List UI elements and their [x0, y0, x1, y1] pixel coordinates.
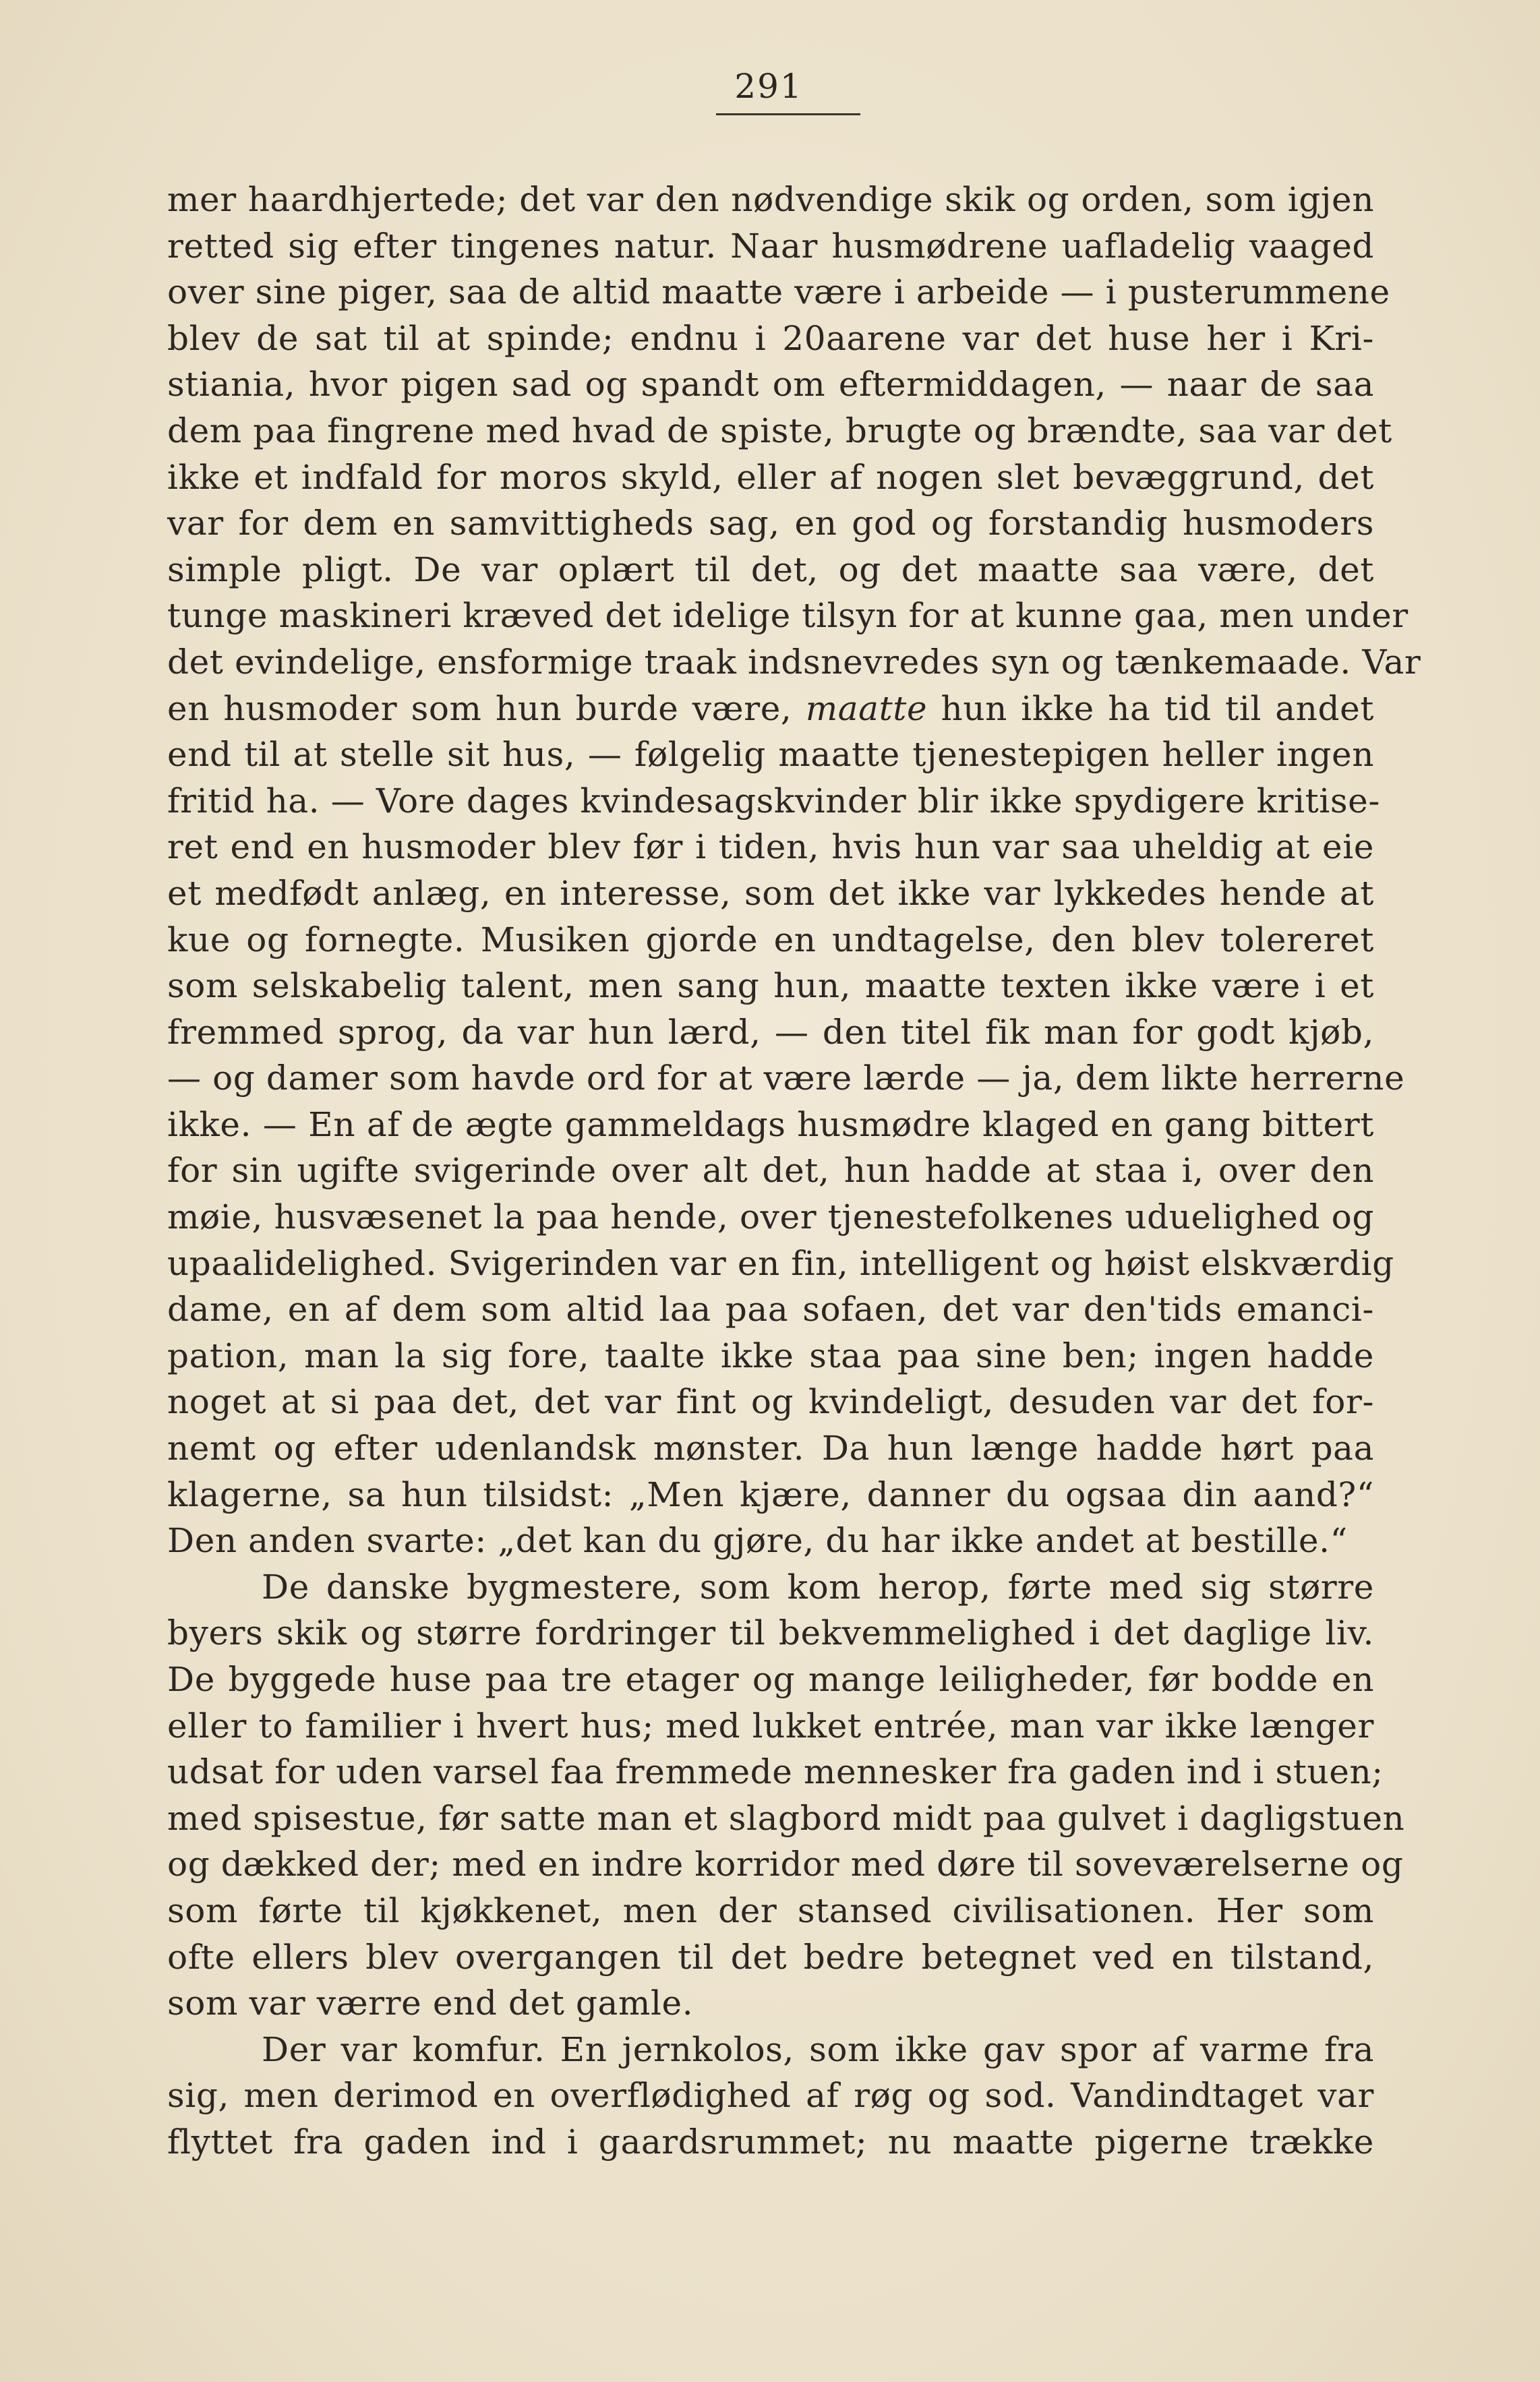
text-line: blev de sat til at spinde; endnu i 20aarene var det huse her i Kri-	[167, 318, 1374, 358]
page-number-rule	[716, 113, 860, 115]
text-line: over sine piger, saa de altid maatte være i arbeide — i pusterummene	[167, 272, 1390, 312]
text-line: var for dem en samvittigheds sag, en god og forstandig husmoders	[167, 504, 1374, 543]
text-line: ikke. — En af de ægte gammeldags husmødre klaged en gang bittert	[167, 1104, 1374, 1144]
paragraph-end-line: Den anden svarte: „det kan du gjøre, du har ikke andet at bestille.“	[167, 1521, 1348, 1561]
body-text	[167, 177, 1421, 2166]
text-segment: hun ikke ha tid til andet	[941, 688, 1374, 728]
page-number: 291	[734, 67, 803, 106]
text-line: flyttet fra gaden ind i gaardsrummet; nu maatte pigerne trække	[167, 2122, 1374, 2162]
text-line: klagerne, sa hun tilsidst: „Men kjære, danner du ogsaa din aand?“	[167, 1475, 1374, 1514]
text-line: som selskabelig talent, men sang hun, maatte texten ikke være i et	[167, 966, 1374, 1006]
text-line: mer haardhjertede; det var den nødvendige skik og orden, som igjen	[167, 180, 1374, 219]
text-line: byers skik og større fordringer til bekvemmelighed i det daglige liv.	[167, 1613, 1374, 1653]
text-line: sig, men derimod en overflødighed af røg og sod. Vandindtaget var	[167, 2076, 1374, 2116]
text-line: upaalidelighed. Svigerinden var en fin, intelligent og høist elskværdig	[167, 1243, 1394, 1283]
text-line-with-italic	[167, 686, 1374, 732]
text-line: noget at si paa det, det var fint og kvindeligt, desuden var det for-	[167, 1382, 1374, 1422]
text-line: møie, husvæsenet la paa hende, over tjenestefolkenes uduelighed og	[167, 1197, 1374, 1237]
text-line: nemt og efter udenlandsk mønster. Da hun længe hadde hørt paa	[167, 1429, 1374, 1468]
text-line: fremmed sprog, da var hun lærd, — den titel fik man for godt kjøb,	[167, 1012, 1374, 1052]
text-line: som førte til kjøkkenet, men der stansed civilisationen. Her som	[167, 1890, 1374, 1930]
text-line: og dækked der; med en indre korridor med døre til soveværelserne og	[167, 1845, 1404, 1884]
text-line: udsat for uden varsel faa fremmede mennesker fra gaden ind i stuen;	[167, 1752, 1384, 1792]
text-line: det evindelige, ensformige traak indsnevredes syn og tænkemaade. Var	[167, 642, 1421, 682]
text-line: dem paa fingrene med hvad de spiste, brugte og brændte, saa var det	[167, 411, 1392, 450]
text-line: ofte ellers blev overgangen til det bedre betegnet ved en tilstand,	[167, 1937, 1374, 1977]
text-line: end til at stelle sit hus, — følgelig maatte tjenestepigen heller ingen	[167, 735, 1374, 775]
text-line: eller to familier i hvert hus; med lukket entrée, man var ikke længer	[167, 1706, 1374, 1746]
text-line: stiania, hvor pigen sad og spandt om eftermiddagen, — naar de saa	[167, 365, 1374, 405]
paragraph-start-line: Der var komfur. En jernkolos, som ikke gav spor af varme fra	[262, 2029, 1374, 2069]
text-line: pation, man la sig fore, taalte ikke staa paa sine ben; ingen hadde	[167, 1336, 1374, 1375]
paragraph-start-line: De danske bygmestere, som kom herop, førte med sig større	[262, 1567, 1374, 1607]
text-line: retted sig efter tingenes natur. Naar husmødrene uafladelig vaaged	[167, 226, 1374, 266]
text-segment: en husmoder som hun burde være,	[167, 688, 792, 728]
text-line: ret end en husmoder blev før i tiden, hvis hun var saa uheldig at eie	[167, 827, 1374, 867]
text-line: fritid ha. — Vore dages kvindesagskvinder blir ikke spydigere kritise-	[167, 781, 1380, 821]
text-line: kue og fornegte. Musiken gjorde en undtagelse, den blev tolereret	[167, 920, 1374, 959]
text-line: et medfødt anlæg, en interesse, som det ikke var lykkedes hende at	[167, 873, 1374, 913]
paragraph-end-line: som var værre end det gamle.	[167, 1984, 694, 2023]
text-line: tunge maskineri kræved det idelige tilsyn for at kunne gaa, men under	[167, 596, 1409, 636]
text-line: — og damer som havde ord for at være lærde — ja, dem likte herrerne	[167, 1059, 1405, 1098]
text-line: De byggede huse paa tre etager og mange leiligheder, før bodde en	[167, 1660, 1374, 1699]
text-line: simple pligt. De var oplært til det, og det maatte saa være, det	[167, 549, 1374, 589]
italic-emphasis: maatte	[805, 688, 928, 728]
text-line: dame, en af dem som altid laa paa sofaen, det var den'tids emanci-	[167, 1290, 1374, 1330]
text-line: for sin ugifte svigerinde over alt det, hun hadde at staa i, over den	[167, 1151, 1374, 1191]
text-line: med spisestue, før satte man et slagbord midt paa gulvet i dagligstuen	[167, 1798, 1405, 1838]
text-line: ikke et indfald for moros skyld, eller af nogen slet bevæggrund, det	[167, 457, 1374, 497]
